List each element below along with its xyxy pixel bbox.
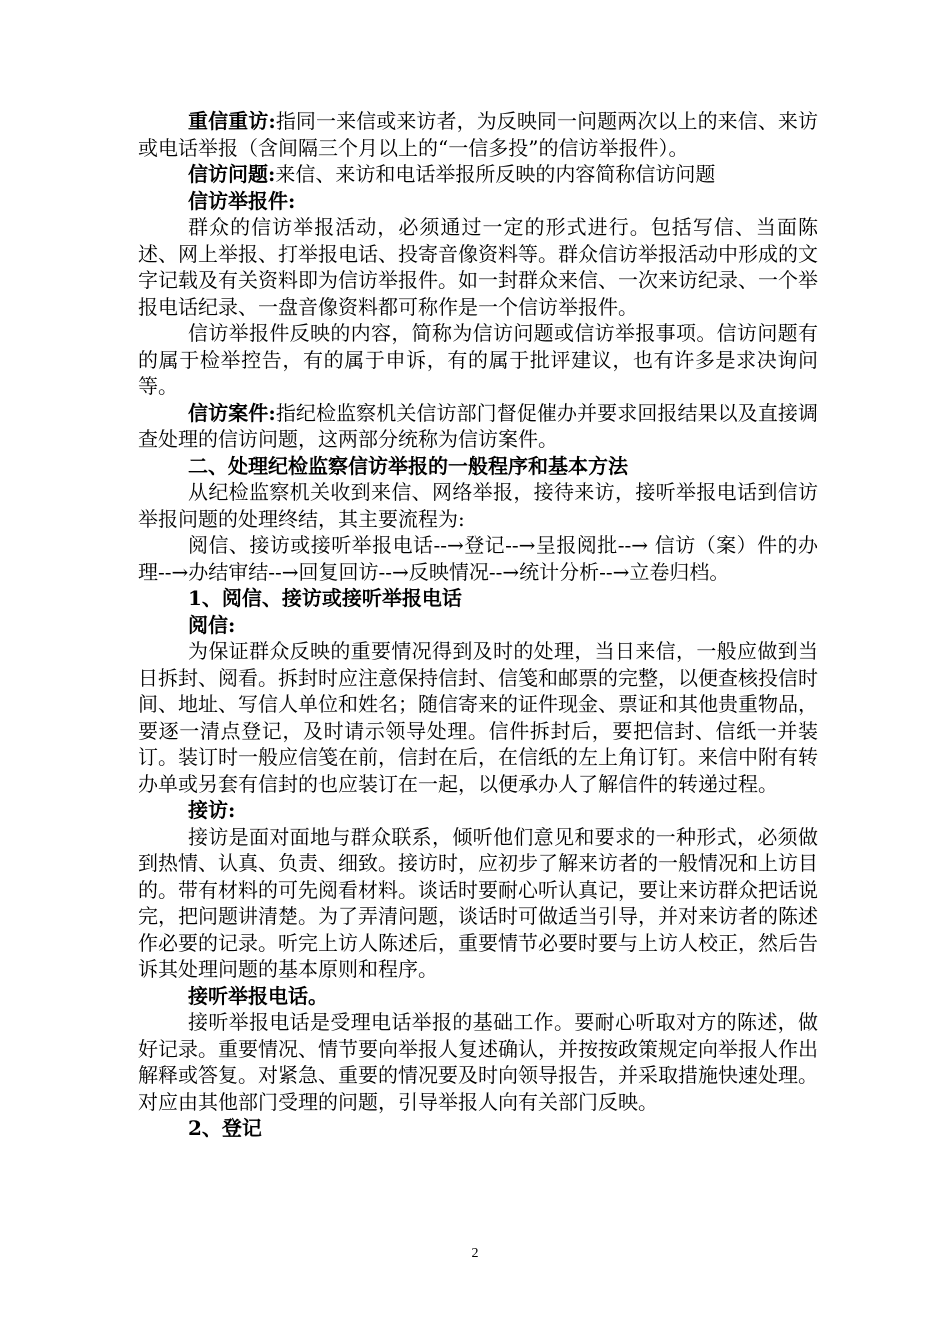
heading-answering-calls: 接听举报电话。 [188, 983, 328, 1008]
heading-report-item: 信访举报件: [188, 188, 296, 213]
paragraph-repeat-petition [138, 108, 818, 161]
page-number: 2 [471, 1246, 479, 1261]
paragraph-petition-case [138, 400, 818, 453]
subheading-reading-visits-calls: 1、阅信、接访或接听举报电话 [188, 586, 462, 610]
paragraph-petition-issue [138, 161, 818, 188]
term-petition-issue: 信访问题: [188, 162, 276, 186]
document-body [138, 108, 818, 1142]
paragraph-answering-calls: 接听举报电话是受理电话举报的基础工作。要耐心听取对方的陈述，做好记录。重要情况、情节要向举报人复述确认，并按按政策规定向举报人作出解释或答复。对紧急、重要的情况要及时向领导报告，并采取措施快速处理。对应由其他部门受理的问题，引导举报人向有关部门反映。 [138, 1010, 818, 1114]
definition-repeat-petition: 指同一来信或来访者，为反映同一问题两次以上的来信、来访或电话举报（含间隔三个月以上的“一信多投”的信访举报件）。 [138, 109, 819, 160]
paragraph-report-forms: 群众的信访举报活动，必须通过一定的形式进行。包括写信、当面陈述、网上举报、打举报电话、投寄音像资料等。群众信访举报活动中形成的文字记载及有关资料即为信访举报件。如一封群众来信、一次来访纪录、一个举报电话纪录、一盘音像资料都可称作是一个信访举报件。 [138, 215, 818, 319]
paragraph-reading-letters: 为保证群众反映的重要情况得到及时的处理，当日来信，一般应做到当日拆封、阅看。拆封时应注意保持信封、信笺和邮票的完整，以便查核投信时间、地址、写信人单位和姓名；随信寄来的证件现金、票证和其他贵重物品，要逐一清点登记，及时请示领导处理。信件拆封后，要把信封、信纸一并装订。装订时一般应信笺在前，信封在后，在信纸的左上角订钉。来信中附有转办单或另套有信封的也应装订在一起，以便承办人了解信件的转递过程。 [138, 639, 818, 796]
subheading-registration: 2、登记 [188, 1116, 262, 1140]
term-petition-case: 信访案件: [188, 400, 276, 425]
section-heading-procedure: 二、处理纪检监察信访举报的一般程序和基本方法 [188, 453, 628, 478]
paragraph-receiving-visits: 接访是面对面地与群众联系，倾听他们意见和要求的一种形式，必须做到热情、认真、负责、细致。接访时，应初步了解来访者的一般情况和上访目的。带有材料的可先阅看材料。谈话时要耐心听认真记，要让来访群众把话说完，把问题讲清楚。为了弄清问题，谈话时可做适当引导，并对来访者的陈述作必要的记录。听完上访人陈述后，重要情节必要时要与上访人校正，然后告诉其处理问题的基本原则和程序。 [138, 824, 818, 981]
term-repeat-petition: 重信重访: [188, 109, 276, 133]
definition-petition-case: 指纪检监察机关信访部门督促催办并要求回报结果以及直接调查处理的信访问题，这两部分统称为信访案件。 [138, 400, 819, 451]
definition-petition-issue: 来信、来访和电话举报所反映的内容简称信访问题 [275, 162, 716, 186]
heading-receiving-visits: 接访: [188, 798, 236, 822]
paragraph-procedure-intro: 从纪检监察机关收到来信、网络举报，接待来访，接听举报电话到信访举报问题的处理终结，其主要流程为: [138, 480, 818, 531]
heading-reading-letters: 阅信: [188, 612, 236, 637]
paragraph-report-content: 信访举报件反映的内容，简称为信访问题或信访举报事项。信访问题有的属于检举控告，有的属于申诉，有的属于批评建议，也有许多是求决询问等。 [138, 321, 818, 398]
paragraph-procedure-flow: 阅信、接访或接听举报电话--→登记--→呈报阅批--→ 信访（案）件的办理--→办结审结--→回复回访--→反映情况--→统计分析--→立卷归档。 [138, 533, 818, 584]
